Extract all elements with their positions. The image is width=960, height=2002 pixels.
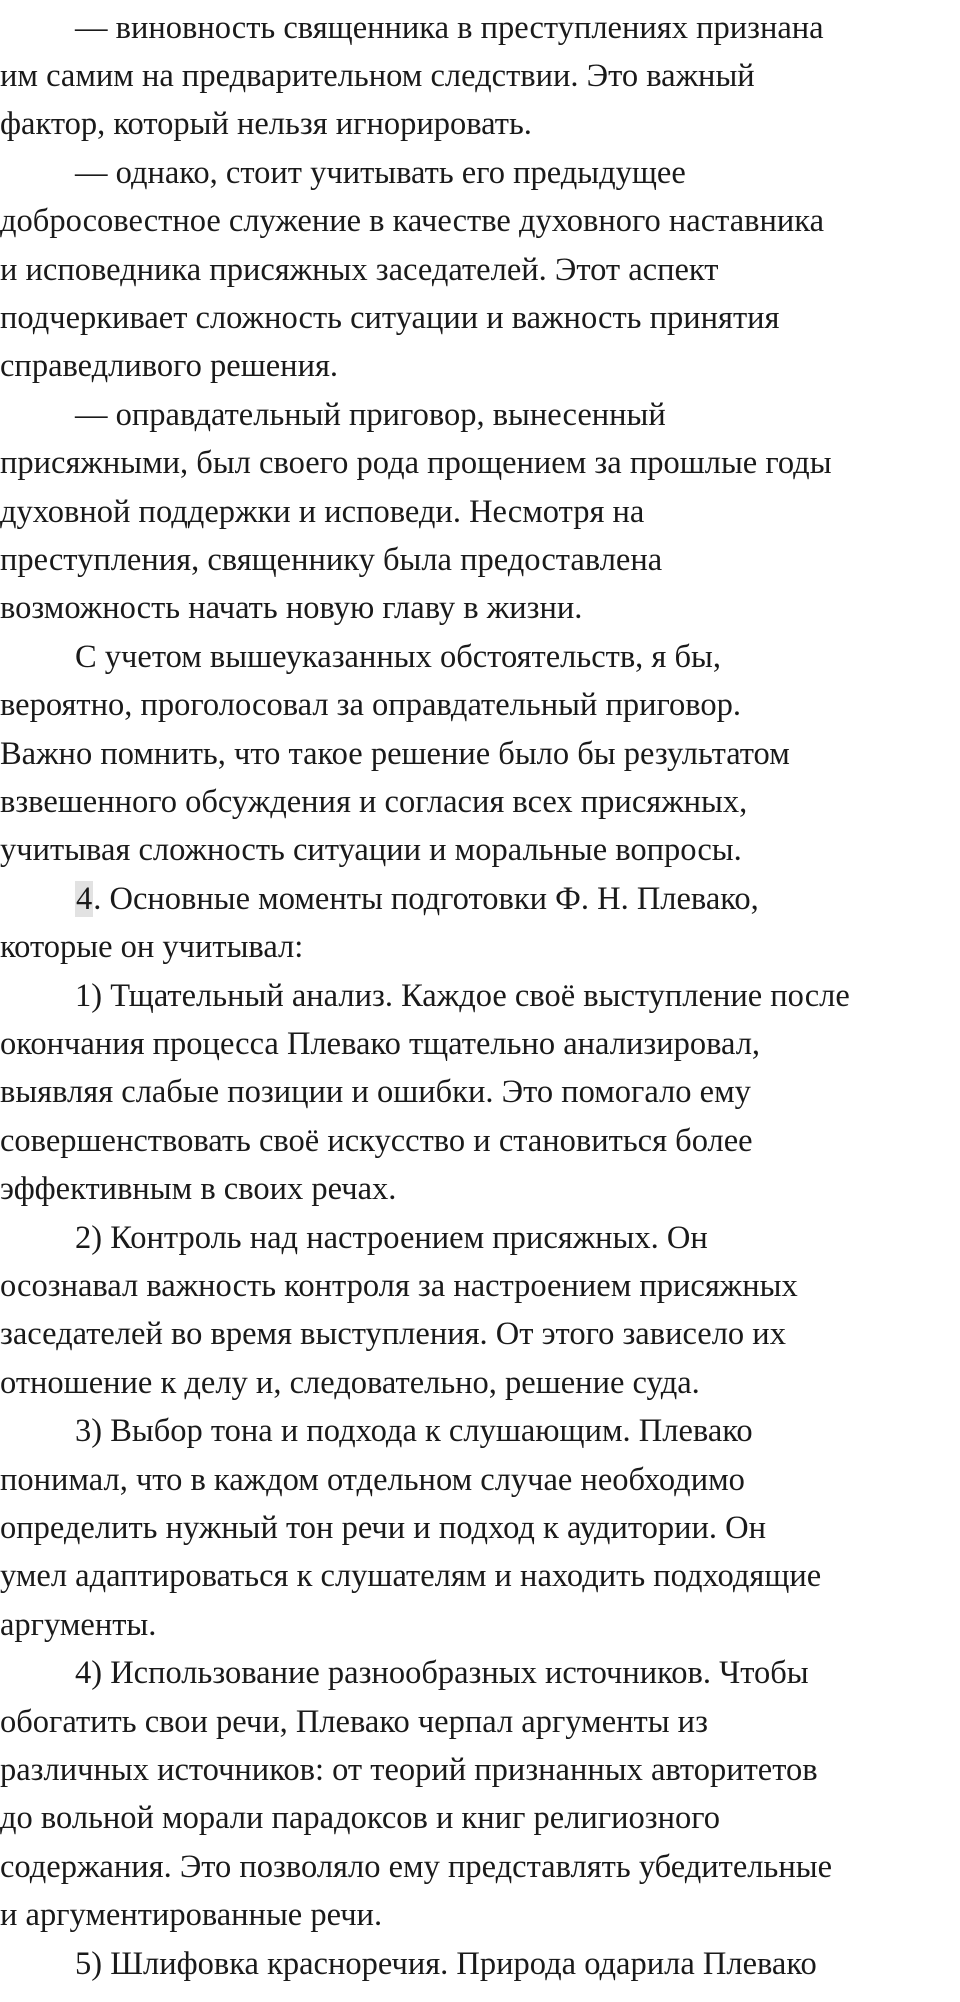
text-line: преступления, священнику была предоставлена [0,542,663,578]
text-line: 1) Тщательный анализ. Каждое своё выступление после [75,978,850,1014]
text-line: учитывая сложность ситуации и моральные вопросы. [0,832,742,868]
text-line: — однако, стоит учитывать его предыдущее [75,155,686,191]
text-line: С учетом вышеуказанных обстоятельств, я бы, [75,639,722,675]
text-line-rest: . Основные моменты подготовки Ф. Н. Плевако, [93,881,759,917]
text-line: содержания. Это позволяло ему представлять убедительные [0,1849,833,1885]
text-line: заседателей во время выступления. От этого зависело их [0,1316,786,1352]
text-line: духовной поддержки и исповеди. Несмотря на [0,494,645,530]
text-line: осознавал важность контроля за настроением присяжных [0,1268,798,1304]
text-line: эффективным в своих речах. [0,1171,397,1207]
text-line: подчеркивает сложность ситуации и важность принятия [0,300,780,336]
text-line: аргументы. [0,1607,157,1643]
text-line: и аргументированные речи. [0,1897,383,1933]
text-line: Важно помнить, что такое решение было бы результатом [0,736,790,772]
text-line: 3) Выбор тона и подхода к слушающим. Плевако [75,1413,753,1449]
text-line: им самим на предварительном следствии. Это важный [0,58,755,94]
highlighted-number: 4 [76,881,93,917]
text-line: возможность начать новую главу в жизни. [0,590,583,626]
text-line: понимал, что в каждом отдельном случае необходимо [0,1462,745,1498]
text-line: до вольной морали парадоксов и книг религиозного [0,1800,721,1836]
text-line: выявляя слабые позиции и ошибки. Это помогало ему [0,1074,751,1110]
text-line: которые он учитывал: [0,929,304,965]
text-line: обогатить свои речи, Плевако черпал аргументы из [0,1704,708,1740]
text-line: окончания процесса Плевако тщательно анализировал, [0,1026,761,1062]
text-line: — виновность священника в преступлениях признана [75,10,824,46]
text-line: вероятно, проголосовал за оправдательный приговор. [0,687,741,723]
text-line: совершенствовать своё искусство и становиться более [0,1123,753,1159]
text-line: фактор, который нельзя игнорировать. [0,106,532,142]
text-line: — оправдательный приговор, вынесенный [75,397,666,433]
text-line: 5) Шлифовка красноречия. Природа одарила Плевако [75,1946,817,1982]
text-line: отношение к делу и, следовательно, решение суда. [0,1365,700,1401]
text-line: справедливого решения. [0,348,339,384]
text-line: определить нужный тон речи и подход к аудитории. Он [0,1510,767,1546]
text-line: 4) Использование разнообразных источников. Чтобы [75,1655,809,1691]
text-line: присяжными, был своего рода прощением за прошлые годы [0,445,832,481]
text-line: добросовестное служение в качестве духовного наставника [0,203,825,239]
text-line [75,875,960,923]
text-line: взвешенного обсуждения и согласия всех присяжных, [0,784,748,820]
text-line: различных источников: от теорий признанных авторитетов [0,1752,818,1788]
text-line: 2) Контроль над настроением присяжных. Он [75,1220,708,1256]
text-line: умел адаптироваться к слушателям и находить подходящие [0,1558,822,1594]
text-line: и исповедника присяжных заседателей. Этот аспект [0,252,719,288]
